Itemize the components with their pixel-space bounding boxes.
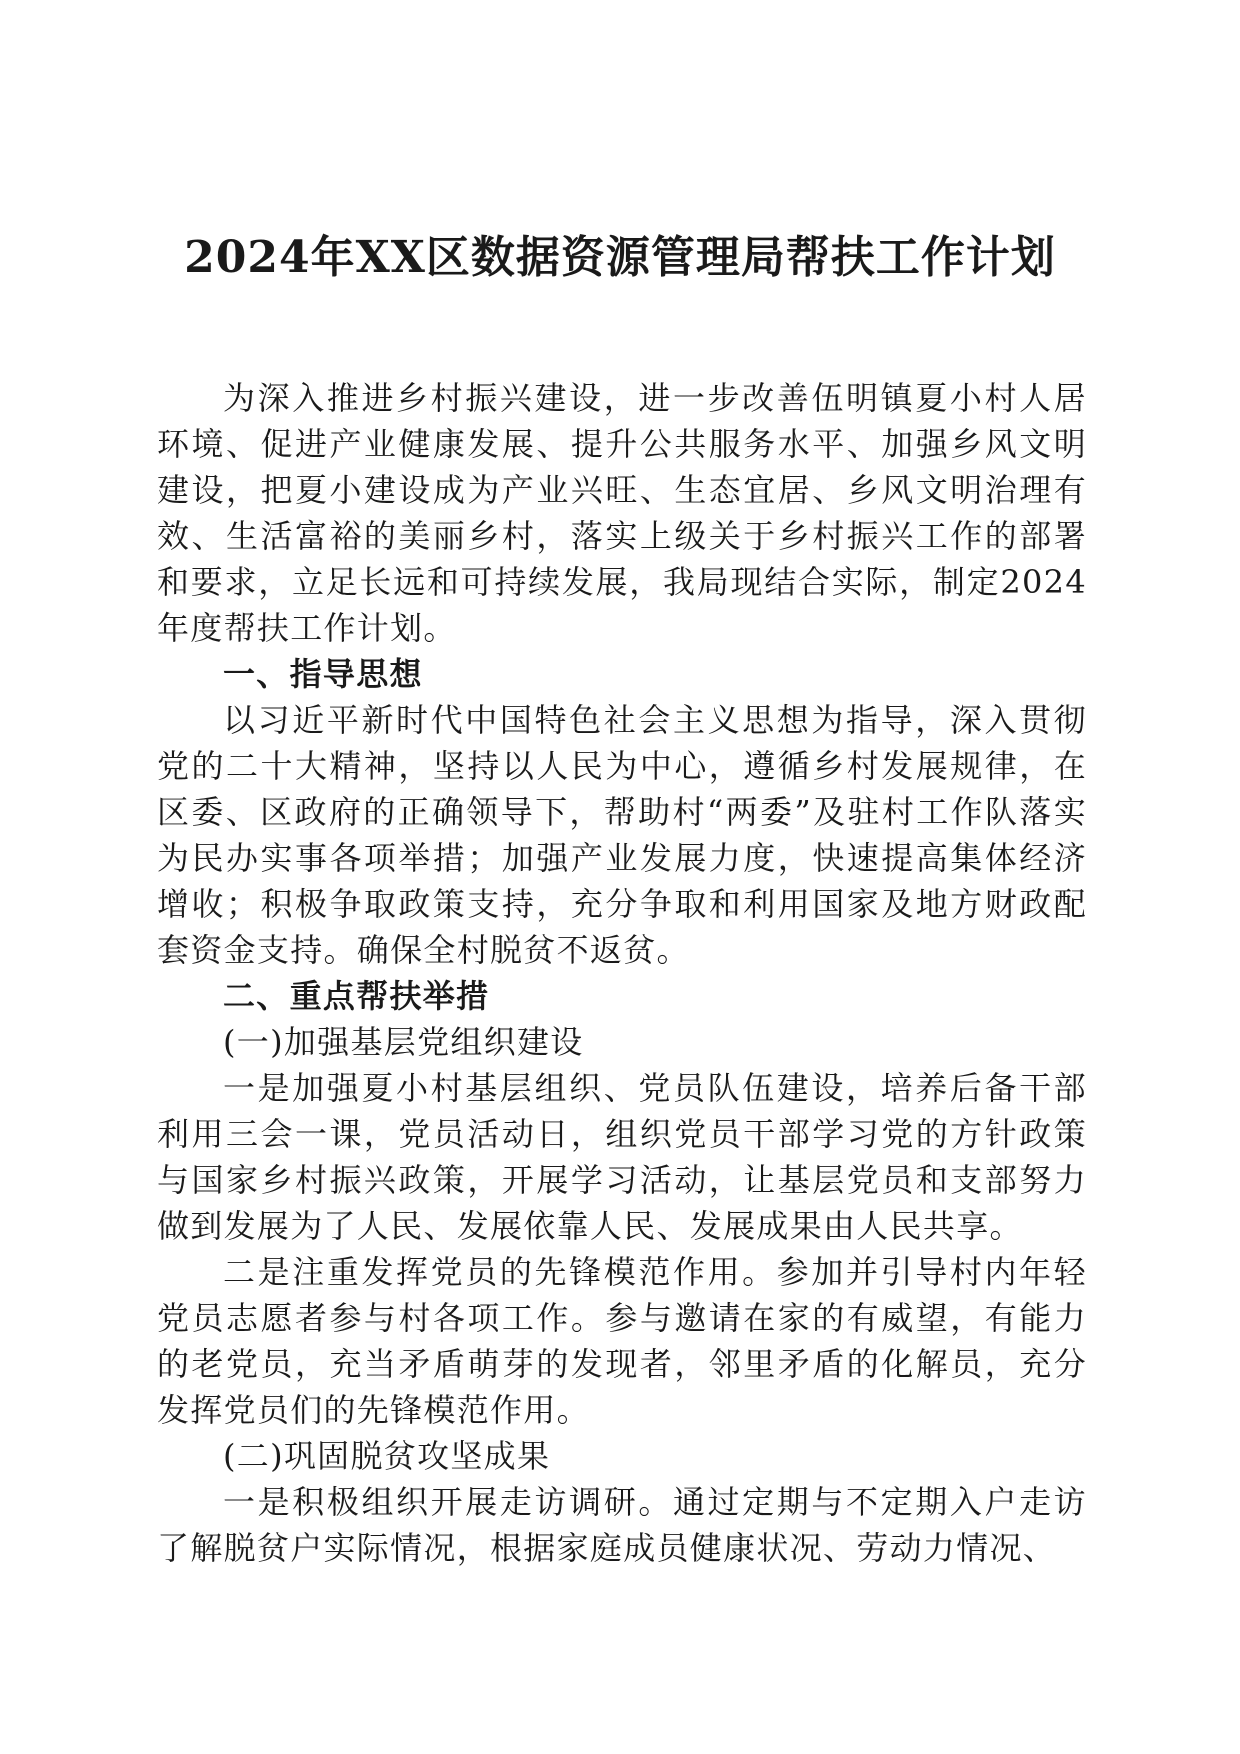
intro-paragraph: 为深入推进乡村振兴建设，进一步改善伍明镇夏小村人居环境、促进产业健康发展、提升公共服务水平、加强乡风文明建设，把夏小建设成为产业兴旺、生态宜居、乡风文明治理有效、生活富裕的美丽乡村，落实上级关于乡村振兴工作的部署和要求，立足长远和可持续发展，我局现结合实际，制定2024年度帮扶工作计划。	[157, 379, 1087, 647]
document-body	[157, 375, 1087, 1571]
document-title: 2024年XX区数据资源管理局帮扶工作计划	[184, 232, 1056, 283]
subsection-heading-party-building: (一)加强基层党组织建设	[223, 1023, 584, 1061]
poverty-results-paragraph-1: 一是积极组织开展走访调研。通过定期与不定期入户走访了解脱贫户实际情况，根据家庭成员健康状况、劳动力情况、	[157, 1483, 1087, 1567]
party-building-paragraph-2: 二是注重发挥党员的先锋模范作用。参加并引导村内年轻党员志愿者参与村各项工作。参与邀请在家的有威望，有能力的老党员，充当矛盾萌芽的发现者，邻里矛盾的化解员，充分发挥党员们的先锋模范作用。	[157, 1253, 1087, 1429]
section-heading-guiding-ideology: 一、指导思想	[223, 655, 423, 693]
subsection-heading-poverty-results: (二)巩固脱贫攻坚成果	[223, 1437, 551, 1475]
guiding-ideology-paragraph: 以习近平新时代中国特色社会主义思想为指导，深入贯彻党的二十大精神，坚持以人民为中心，遵循乡村发展规律，在区委、区政府的正确领导下，帮助村“两委”及驻村工作队落实为民办实事各项举措；加强产业发展力度，快速提高集体经济增收；积极争取政策支持，充分争取和利用国家及地方财政配套资金支持。确保全村脱贫不返贫。	[157, 701, 1087, 969]
party-building-paragraph-1: 一是加强夏小村基层组织、党员队伍建设，培养后备干部利用三会一课，党员活动日，组织党员干部学习党的方针政策与国家乡村振兴政策，开展学习活动，让基层党员和支部努力做到发展为了人民、发展依靠人民、发展成果由人民共享。	[157, 1069, 1087, 1245]
section-heading-key-measures: 二、重点帮扶举措	[223, 977, 490, 1015]
